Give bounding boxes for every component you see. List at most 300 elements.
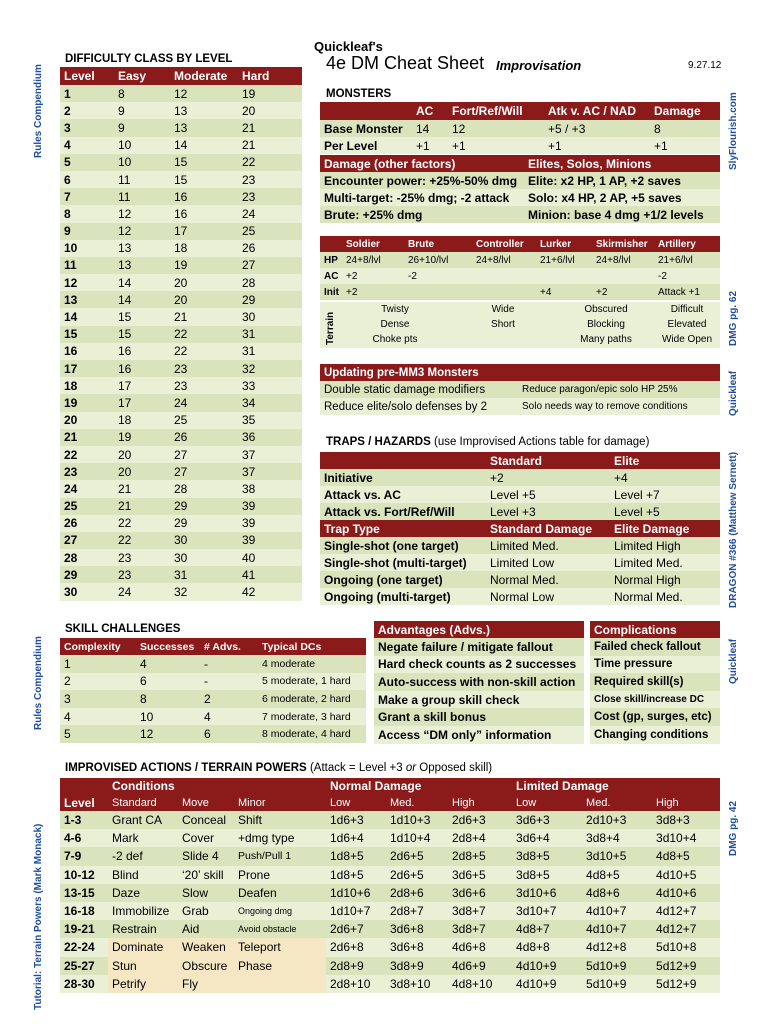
traps-header: Standard xyxy=(490,453,543,468)
dc-cell: 13 xyxy=(118,241,132,256)
monsters-header: Atk v. AC / NAD xyxy=(548,104,637,118)
dc-cell: 24 xyxy=(242,206,256,221)
roles-header: Artillery xyxy=(658,238,696,250)
dc-cell: 16 xyxy=(64,344,78,359)
roles-header: Skirmisher xyxy=(596,238,648,250)
side-rules-compendium-2: Rules Compendium xyxy=(33,636,44,730)
dc-cell: 23 xyxy=(242,189,256,204)
dc-cell: 18 xyxy=(64,378,78,393)
dc-cell: 39 xyxy=(242,499,256,514)
improv-cell: Slide 4 xyxy=(178,847,234,865)
terrain-cell: Many paths xyxy=(580,334,632,345)
traps-cell: Attack vs. Fort/Ref/Will xyxy=(324,504,455,519)
improv-header: Med. xyxy=(390,796,415,809)
improv-cell: 22-24 xyxy=(60,938,108,956)
improv-cell: 10-12 xyxy=(60,866,108,884)
monsters-cell: Per Level xyxy=(324,138,378,153)
dc-cell: 22 xyxy=(118,533,132,548)
improv-row xyxy=(60,847,720,865)
improv-cell: 28-30 xyxy=(60,975,108,993)
improv-cell: 3d8+4 xyxy=(582,829,652,847)
complication-row xyxy=(590,708,720,726)
dc-cell: 8 xyxy=(64,206,71,221)
complication-row xyxy=(590,691,720,709)
traps-cell: Initiative xyxy=(324,470,373,485)
dc-cell: 21 xyxy=(64,430,78,445)
complications-table xyxy=(590,621,720,744)
roles-cell: 24+8/lvl xyxy=(476,254,511,266)
dc-cell: 23 xyxy=(64,464,78,479)
skill-cell: - xyxy=(204,656,208,671)
skill-cell: 8 moderate, 4 hard xyxy=(262,728,351,741)
roles-cell: +4 xyxy=(540,286,552,298)
skill-header: # Advs. xyxy=(204,640,241,653)
roles-cell xyxy=(472,284,536,300)
dc-cell: 27 xyxy=(64,533,78,548)
monsters-cell: +1 xyxy=(452,138,466,153)
dc-cell: 6 xyxy=(64,172,71,187)
skill-cell: 4 xyxy=(140,656,147,671)
improv-cell: 2d10+3 xyxy=(582,811,652,829)
skill-cell: 1 xyxy=(64,656,71,671)
dc-cell: 23 xyxy=(174,378,188,393)
improv-row xyxy=(60,957,720,975)
side-dragon: DRAGON #366 (Matthew Sernett) xyxy=(728,451,739,608)
dc-cell: 19 xyxy=(64,395,78,410)
roles-cell: 26+10/lvl xyxy=(408,254,449,266)
traps-type-cell: Limited Low xyxy=(490,555,555,570)
dc-cell: 14 xyxy=(64,310,78,325)
dc-cell: 8 xyxy=(118,86,125,101)
complication-item: Required skill(s) xyxy=(594,675,684,688)
improv-title-note-b: Opposed skill) xyxy=(416,762,493,774)
improv-header: Level xyxy=(64,795,95,810)
complication-item: Time pressure xyxy=(594,658,673,671)
roles-cell: HP xyxy=(324,254,338,266)
dc-cell: 14 xyxy=(174,138,188,153)
complication-item: Changing conditions xyxy=(594,728,709,741)
roles-cell: 24+8/lvl xyxy=(596,254,631,266)
skill-cell: 6 moderate, 2 hard xyxy=(262,692,351,705)
improv-cell: 3d6+3 xyxy=(512,811,582,829)
dc-row xyxy=(60,498,302,515)
improv-cell: 3d8+9 xyxy=(386,957,448,975)
monsters-cell: +1 xyxy=(654,138,668,153)
skill-header: Complexity xyxy=(64,640,121,653)
dc-cell: 30 xyxy=(174,533,188,548)
roles-cell: Init xyxy=(324,286,339,298)
skill-row xyxy=(60,690,366,708)
dc-cell: 21 xyxy=(242,120,256,135)
monsters-title: MONSTERS xyxy=(326,88,392,100)
improv-header: Med. xyxy=(586,796,611,809)
dc-cell: 27 xyxy=(174,447,188,462)
improv-cell: Restrain xyxy=(108,920,178,938)
roles-header: Brute xyxy=(408,238,435,250)
improv-cell: 5d10+9 xyxy=(582,975,652,993)
complication-item: Cost (gp, surges, etc) xyxy=(594,711,712,724)
dc-row xyxy=(60,463,302,480)
traps-type-cell: Normal High xyxy=(614,572,681,587)
improv-cell: -2 def xyxy=(108,847,178,865)
traps-cell: Level +5 xyxy=(490,487,536,502)
page-title: 4e DM Cheat Sheet xyxy=(326,53,485,73)
improv-cell: 7-9 xyxy=(60,847,108,865)
skill-table xyxy=(60,638,366,743)
dc-row xyxy=(60,257,302,274)
improv-cell: 3d8+5 xyxy=(512,847,582,865)
dc-cell: 23 xyxy=(174,361,188,376)
improv-cell: 25-27 xyxy=(60,957,108,975)
roles-header: Lurker xyxy=(540,238,572,250)
improv-cell: 2d6+3 xyxy=(448,811,512,829)
terrain-grid xyxy=(342,302,720,348)
skill-cell: 12 xyxy=(140,727,154,742)
improv-cell: 1d10+6 xyxy=(326,884,386,902)
advantages-table xyxy=(374,621,584,744)
terrain-cell: Blocking xyxy=(587,319,625,330)
roles-cell: +2 xyxy=(346,270,358,282)
complication-row xyxy=(590,726,720,744)
traps-type-cell: Ongoing (one target) xyxy=(324,572,443,587)
dc-cell: 24 xyxy=(174,395,188,410)
dc-cell: 15 xyxy=(174,155,188,170)
improv-cell: Grab xyxy=(178,902,234,920)
improv-cell: 2d8+6 xyxy=(386,884,448,902)
dc-cell: 22 xyxy=(174,327,188,342)
advantage-row xyxy=(374,638,584,656)
improv-title xyxy=(65,762,492,774)
dc-cell: 20 xyxy=(64,413,78,428)
traps-cell: Level +7 xyxy=(614,487,660,502)
dc-row xyxy=(60,480,302,497)
dc-cell: 37 xyxy=(242,464,256,479)
improv-header: High xyxy=(656,796,679,809)
skill-cell: - xyxy=(204,674,208,689)
improv-cell: 4-6 xyxy=(60,829,108,847)
skill-header: Typical DCs xyxy=(262,640,322,653)
dc-row xyxy=(60,119,302,136)
traps-cell: Level +5 xyxy=(614,504,660,519)
roles-cell: 24+8/lvl xyxy=(346,254,381,266)
improv-cell: 3d10+7 xyxy=(512,902,582,920)
improv-cell: 4d12+8 xyxy=(582,938,652,956)
improv-cell: 2d6+8 xyxy=(326,938,386,956)
dc-cell: 30 xyxy=(64,585,78,600)
dc-cell: 33 xyxy=(242,378,256,393)
dc-cell: 25 xyxy=(174,413,188,428)
improv-cell: 3d10+6 xyxy=(512,884,582,902)
skill-cell: 7 moderate, 3 hard xyxy=(262,710,351,723)
improv-cell: 3d8+7 xyxy=(448,902,512,920)
improv-cell: 4d10+5 xyxy=(652,866,720,884)
dc-cell: 17 xyxy=(174,224,188,239)
monsters-header: Fort/Ref/Will xyxy=(452,104,523,118)
dc-cell: 36 xyxy=(242,430,256,445)
dc-cell: 22 xyxy=(64,447,78,462)
improv-cell: 2d6+7 xyxy=(326,920,386,938)
roles-header: Controller xyxy=(476,238,524,250)
dc-cell: 41 xyxy=(242,567,256,582)
improv-cell: Teleport xyxy=(234,938,326,956)
improv-cell: 2d6+5 xyxy=(386,847,448,865)
improv-cell: Fly xyxy=(178,975,234,993)
improv-group-header: Normal Damage xyxy=(330,779,422,793)
advantage-item: Auto-success with non-skill action xyxy=(378,674,576,689)
improv-cell: Mark xyxy=(108,829,178,847)
improv-cell: Blind xyxy=(108,866,178,884)
skill-cell: 10 xyxy=(140,709,154,724)
improv-cell: Petrify xyxy=(108,975,178,993)
roles-table xyxy=(320,236,720,300)
improv-cell: 3d6+8 xyxy=(386,920,448,938)
improv-cell: 2d8+9 xyxy=(326,957,386,975)
improv-cell: 13-15 xyxy=(60,884,108,902)
skill-cell: 2 xyxy=(204,691,211,706)
skill-cell: 4 xyxy=(204,709,211,724)
dc-row xyxy=(60,240,302,257)
skill-header: Successes xyxy=(140,640,195,653)
improv-table xyxy=(60,778,720,993)
advantage-row xyxy=(374,656,584,674)
dc-row xyxy=(60,394,302,411)
dc-cell: 22 xyxy=(174,344,188,359)
traps-type-cell: Limited High xyxy=(614,538,681,553)
dc-cell: 13 xyxy=(118,258,132,273)
dc-cell: 3 xyxy=(64,120,71,135)
improv-cell: 3d10+5 xyxy=(582,847,652,865)
dc-cell: 20 xyxy=(242,103,256,118)
side-rules-compendium: Rules Compendium xyxy=(33,64,44,158)
skill-cell: 4 xyxy=(64,709,71,724)
dc-cell: 20 xyxy=(174,275,188,290)
skill-row xyxy=(60,725,366,743)
improv-cell: 3d6+6 xyxy=(448,884,512,902)
dc-cell: 22 xyxy=(242,155,256,170)
terrain-cell: Obscured xyxy=(584,304,628,315)
dc-row xyxy=(60,154,302,171)
dc-cell: 31 xyxy=(242,327,256,342)
roles-header xyxy=(320,236,342,252)
dc-cell: 34 xyxy=(242,395,256,410)
dc-row xyxy=(60,446,302,463)
dc-cell: 20 xyxy=(118,464,132,479)
traps-type-header: Trap Type xyxy=(324,521,380,536)
dc-cell: 39 xyxy=(242,516,256,531)
dc-cell: 25 xyxy=(64,499,78,514)
side-dmg42: DMG pg. 42 xyxy=(728,800,739,856)
dc-cell: 19 xyxy=(118,430,132,445)
improv-cell: 3d8+10 xyxy=(386,975,448,993)
dc-row xyxy=(60,377,302,394)
dc-cell: 14 xyxy=(118,292,132,307)
update-cell: Double static damage modifiers xyxy=(324,383,486,396)
improv-cell: 4d12+7 xyxy=(652,902,720,920)
dc-cell: 21 xyxy=(242,138,256,153)
dc-cell: 5 xyxy=(64,155,71,170)
skill-title: SKILL CHALLENGES xyxy=(65,623,181,635)
improv-cell: 1d10+7 xyxy=(326,902,386,920)
traps-cell: Attack vs. AC xyxy=(324,487,401,502)
improv-cell xyxy=(234,975,326,993)
improv-row xyxy=(60,829,720,847)
dc-cell: 15 xyxy=(118,327,132,342)
improv-cell: 2d8+10 xyxy=(326,975,386,993)
roles-cell xyxy=(592,268,654,284)
improv-cell: 4d6+8 xyxy=(448,938,512,956)
improv-cell: 5d12+9 xyxy=(652,975,720,993)
skill-cell: 6 xyxy=(140,674,147,689)
complications-header: Complications xyxy=(594,622,677,637)
dc-cell: 18 xyxy=(174,241,188,256)
improv-cell: 5d12+9 xyxy=(652,957,720,975)
dc-cell: 15 xyxy=(174,172,188,187)
side-dmg62: DMG pg. 62 xyxy=(728,290,739,346)
dc-cell: 19 xyxy=(174,258,188,273)
dc-cell: 20 xyxy=(118,447,132,462)
terrain-cell: Twisty xyxy=(381,304,409,315)
dc-cell: 30 xyxy=(174,550,188,565)
dc-cell: 18 xyxy=(118,413,132,428)
terrain-cell: Short xyxy=(491,319,515,330)
monsters-cell: 12 xyxy=(452,121,466,136)
improv-cell: Grant CA xyxy=(108,811,178,829)
dc-cell: 12 xyxy=(174,86,188,101)
monsters-cell: +1 xyxy=(416,138,430,153)
improv-row xyxy=(60,920,720,938)
improv-cell: 2d8+7 xyxy=(386,902,448,920)
terrain-cell: Choke pts xyxy=(372,334,418,345)
dc-cell: 32 xyxy=(242,361,256,376)
monsters-header xyxy=(320,102,412,120)
dc-row xyxy=(60,429,302,446)
update-cell: Reduce paragon/epic solo HP 25% xyxy=(522,384,678,395)
roles-cell: Attack +1 xyxy=(658,286,700,298)
improv-cell: 4d10+9 xyxy=(512,975,582,993)
improv-cell: 4d12+7 xyxy=(652,920,720,938)
improv-cell: Phase xyxy=(234,957,326,975)
improv-cell: 4d8+8 xyxy=(512,938,582,956)
dc-cell: 31 xyxy=(174,567,188,582)
improv-cell: Immobilize xyxy=(108,902,178,920)
dc-cell: 21 xyxy=(118,481,132,496)
improv-header: Low xyxy=(330,796,351,809)
improv-cell: +dmg type xyxy=(234,829,326,847)
dc-cell: 14 xyxy=(118,275,132,290)
dc-cell: 21 xyxy=(174,310,188,325)
dc-cell: 21 xyxy=(118,499,132,514)
dc-cell: 11 xyxy=(118,189,131,204)
dc-cell: 16 xyxy=(118,361,132,376)
improv-row xyxy=(60,938,720,956)
dc-cell: 4 xyxy=(64,138,71,153)
skill-cell: 6 xyxy=(204,727,211,742)
improv-group-header: Limited Damage xyxy=(516,779,609,793)
improv-cell: 1d10+3 xyxy=(386,811,448,829)
dc-cell: 29 xyxy=(174,499,188,514)
traps-header: Elite xyxy=(614,453,640,468)
side-quickleaf2: Quickleaf xyxy=(728,638,739,684)
monsters-header: AC xyxy=(416,104,434,118)
dc-cell: 40 xyxy=(242,550,256,565)
dc-cell: 11 xyxy=(64,258,77,273)
dc-row xyxy=(60,171,302,188)
improv-cell: Daze xyxy=(108,884,178,902)
dc-cell: 15 xyxy=(118,310,132,325)
terrain-cell: Wide xyxy=(491,304,515,315)
terrain-label: Terrain xyxy=(325,311,336,345)
traps-cell: +2 xyxy=(490,470,504,485)
dc-cell: 17 xyxy=(118,378,132,393)
dc-header: Moderate xyxy=(174,69,228,83)
dc-cell: 10 xyxy=(64,241,78,256)
dc-cell: 27 xyxy=(242,258,256,273)
dc-row xyxy=(60,85,302,102)
dc-cell: 9 xyxy=(118,103,125,118)
dc-cell: 17 xyxy=(118,395,132,410)
improv-cell: Aid xyxy=(178,920,234,938)
advantage-row xyxy=(374,673,584,691)
traps-type-cell: Ongoing (multi-target) xyxy=(324,589,451,604)
improv-cell: 3d6+5 xyxy=(448,866,512,884)
improv-cell: Slow xyxy=(178,884,234,902)
dc-header: Level xyxy=(64,69,95,83)
dc-row xyxy=(60,274,302,291)
improv-group-blank xyxy=(60,778,108,794)
dc-cell: 2 xyxy=(64,103,71,118)
monsters-header: Damage xyxy=(654,104,701,118)
improv-cell: 2d8+4 xyxy=(448,829,512,847)
damage-cell: Encounter power: +25%-50% dmg xyxy=(324,173,518,188)
traps-title-note: (use Improvised Actions table for damage) xyxy=(433,436,650,448)
complication-row xyxy=(590,638,720,656)
improv-cell: 4d8+7 xyxy=(512,920,582,938)
terrain-cell: Dense xyxy=(380,319,410,330)
dc-row xyxy=(60,326,302,343)
improv-cell: Deafen xyxy=(234,884,326,902)
dc-header: Hard xyxy=(242,69,270,83)
dc-row xyxy=(60,188,302,205)
dc-cell: 28 xyxy=(64,550,78,565)
advantage-row xyxy=(374,691,584,709)
improv-row xyxy=(60,902,720,920)
update-cell: Solo needs way to remove conditions xyxy=(522,401,688,412)
dc-row xyxy=(60,412,302,429)
roles-cell: +2 xyxy=(596,286,608,298)
improv-header: Minor xyxy=(238,796,266,809)
improv-cell: Dominate xyxy=(108,938,178,956)
dc-cell: 20 xyxy=(174,292,188,307)
advantages-header: Advantages (Advs.) xyxy=(378,622,491,637)
complication-item: Close skill/increase DC xyxy=(594,694,705,706)
dc-cell: 31 xyxy=(242,344,256,359)
dc-row xyxy=(60,343,302,360)
skill-row xyxy=(60,673,366,691)
dc-cell: 26 xyxy=(174,430,188,445)
improv-cell: 1d8+5 xyxy=(326,847,386,865)
traps-cell: Level +3 xyxy=(490,504,536,519)
traps-header xyxy=(320,452,486,469)
improv-row xyxy=(60,884,720,902)
roles-cell: +2 xyxy=(346,286,358,298)
improv-cell: 1d6+3 xyxy=(326,811,386,829)
dc-cell: 10 xyxy=(118,138,132,153)
dc-cell: 16 xyxy=(174,189,188,204)
traps-cell: +4 xyxy=(614,470,628,485)
improv-cell: 4d8+5 xyxy=(652,847,720,865)
improv-title-text: IMPROVISED ACTIONS / TERRAIN POWERS xyxy=(65,762,307,774)
dc-title: DIFFICULTY CLASS BY LEVEL xyxy=(65,53,233,65)
